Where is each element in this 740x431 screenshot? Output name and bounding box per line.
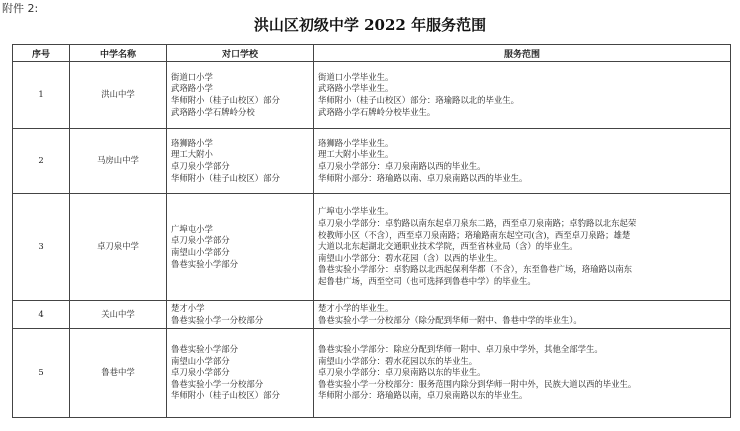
service-scope-line: 大道以北东起湖北交通职业技术学院，西至省林业局（含）的毕业生。: [318, 241, 578, 252]
service-area-table: [12, 44, 731, 418]
column-header-feeder-schools: 对口学校: [167, 45, 314, 62]
feeder-school: 武珞路小学石牌岭分校: [171, 106, 255, 117]
service-scope-line: 校教师小区（不含），西至卓刀泉南路；珞瑜路南东起空司(含)，西至卓刀泉路；雄楚: [318, 229, 631, 240]
feeder-school: 卓刀泉小学部分: [171, 235, 230, 246]
feeder-schools-cell: [167, 62, 314, 129]
service-scope-line: 街道口小学毕业生。: [318, 71, 394, 82]
service-scope-line: 起鲁巷广场，西至空司（也可选择到鲁巷中学）的毕业生。: [318, 275, 536, 286]
service-scope-line: 武珞路小学石牌岭分校毕业生。: [318, 106, 436, 117]
feeder-schools-cell: [167, 129, 314, 194]
feeder-school: 南望山小学部分: [171, 355, 230, 366]
service-scope-line: 珞狮路小学毕业生。: [318, 137, 394, 148]
table-row: [13, 329, 731, 418]
feeder-school: 鲁巷实验小学一分校部分: [171, 378, 264, 389]
service-scope-line: 楚才小学的毕业生。: [318, 302, 394, 313]
service-scope-line: 南望山小学部分：碧水花园（含）以西的毕业生。: [318, 252, 503, 263]
feeder-school: 楚才小学: [171, 302, 205, 313]
middle-school-name: 鲁巷中学: [70, 329, 167, 418]
feeder-school: 鲁巷实验小学一分校部分: [171, 314, 264, 325]
service-scope-line: 卓刀泉小学部分：卓刀泉南路以东的毕业生。: [318, 367, 486, 378]
column-header-school: 中学名称: [70, 45, 167, 62]
feeder-school: 华师附小（桂子山校区）部分: [171, 390, 280, 401]
feeder-school: 卓刀泉小学部分: [171, 367, 230, 378]
feeder-school: 珞狮路小学: [171, 137, 213, 148]
page-title: 洪山区初级中学 2022 年服务范围: [253, 16, 487, 34]
row-number: 5: [13, 329, 70, 418]
middle-school-name: 卓刀泉中学: [70, 194, 167, 301]
feeder-schools-cell: [167, 194, 314, 301]
service-scope-line: 华师附小（桂子山校区）部分：珞瑜路以北的毕业生。: [318, 95, 519, 105]
middle-school-name: 洪山中学: [70, 62, 167, 129]
feeder-school: 鲁巷实验小学部分: [171, 344, 238, 355]
service-scope-line: 广埠屯小学毕业生。: [318, 206, 394, 217]
feeder-school: 街道口小学: [171, 71, 213, 82]
feeder-school: 理工大附小: [171, 149, 213, 160]
service-scope-cell: [314, 129, 731, 194]
service-scope-line: 武珞路小学毕业生。: [318, 83, 394, 94]
service-scope-cell: [314, 62, 731, 129]
service-scope-line: 卓刀泉小学部分：卓刀泉南路以西的毕业生。: [318, 161, 486, 171]
column-header-number: 序号: [13, 45, 70, 62]
annex-label: 附件 2:: [2, 2, 39, 15]
row-number: 2: [13, 129, 70, 194]
service-scope-line: 华师附小部分：珞瑜路以南，卓刀泉南路以东的毕业生。: [318, 390, 528, 401]
middle-school-name: 马房山中学: [70, 129, 167, 194]
service-scope-line: 鲁巷实验小学部分：除应分配到华师一附中、卓刀泉中学外，其他全部学生。: [318, 344, 603, 355]
service-scope-cell: [314, 301, 731, 329]
row-number: 4: [13, 301, 70, 329]
middle-school-name: 关山中学: [70, 301, 167, 329]
service-scope-line: 鲁巷实验小学一分校部分（除分配到华师一附中、鲁巷中学的毕业生）。: [318, 314, 582, 325]
table-row: [13, 301, 731, 329]
feeder-school: 华师附小（桂子山校区）部分: [171, 95, 280, 105]
table-row: [13, 129, 731, 194]
feeder-school: 广埠屯小学: [171, 223, 213, 234]
feeder-school: 鲁巷实验小学部分: [171, 258, 238, 269]
feeder-school: 南望山小学部分: [171, 247, 230, 257]
table-row: [13, 62, 731, 129]
table-header-row: [13, 45, 731, 62]
feeder-schools-cell: [167, 301, 314, 329]
service-scope-line: 理工大附小毕业生。: [318, 149, 394, 160]
service-scope-line: 鲁巷实验小学部分：卓豹路以北西起保利华都（不含），东至鲁巷广场，珞瑜路以南东: [318, 264, 633, 275]
service-scope-line: 卓刀泉小学部分：卓豹路以南东起卓刀泉东二路，西至卓刀泉南路；卓豹路以北东起荣: [318, 218, 637, 229]
row-number: 1: [13, 62, 70, 129]
column-header-service-scope: 服务范围: [314, 45, 731, 62]
service-scope-line: 华师附小部分：珞瑜路以南、卓刀泉南路以西的毕业生。: [318, 172, 528, 183]
service-scope-cell: [314, 329, 731, 418]
service-scope-line: 鲁巷实验小学一分校部分：服务范围内除分到华师一附中外，民族大道以西的毕业生。: [318, 378, 637, 389]
row-number: 3: [13, 194, 70, 301]
feeder-school: 卓刀泉小学部分: [171, 161, 230, 171]
table-row: [13, 194, 731, 301]
service-scope-line: 南望山小学部分：碧水花园以东的毕业生。: [318, 355, 478, 366]
service-scope-cell: [314, 194, 731, 301]
feeder-school: 华师附小（桂子山校区）部分: [171, 172, 280, 183]
feeder-school: 武珞路小学: [171, 83, 213, 94]
feeder-schools-cell: [167, 329, 314, 418]
